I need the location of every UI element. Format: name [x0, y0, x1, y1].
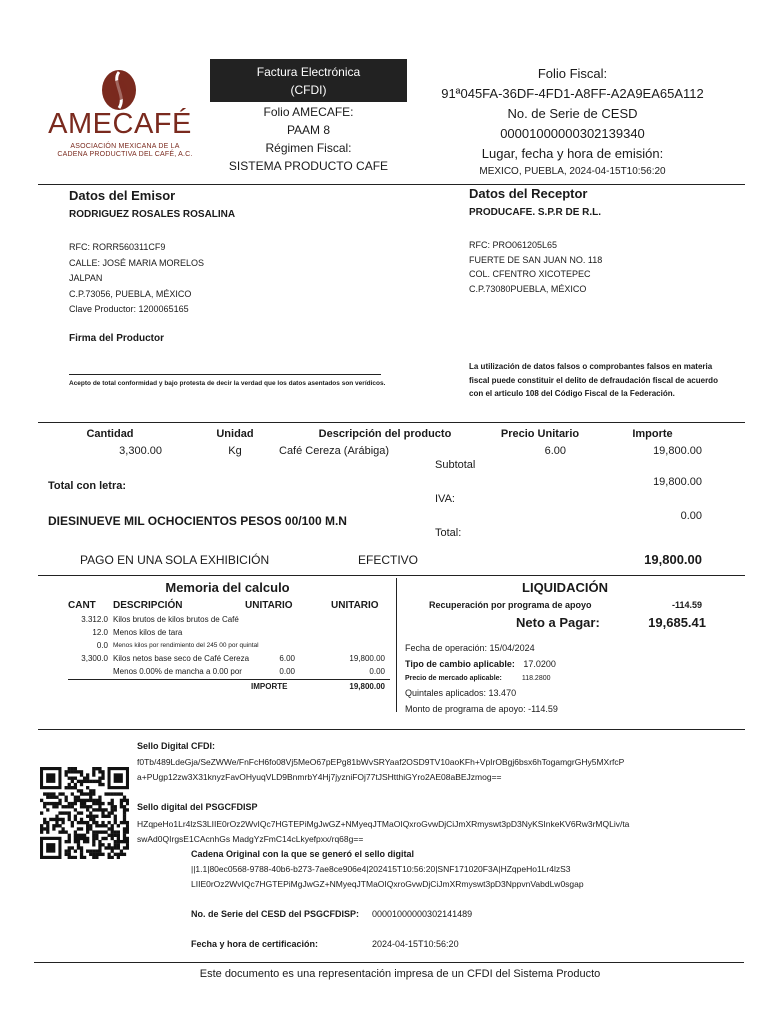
memoria-header-cant: CANT	[68, 600, 96, 611]
monto-programa: Monto de programa de apoyo: -114.59	[405, 704, 558, 714]
pago-text: PAGO EN UNA SOLA EXHIBICIÓN	[80, 553, 270, 567]
sello-cfdi-label: Sello Digital CFDI:	[137, 741, 216, 751]
memoria-cant: 3.312.0	[81, 615, 108, 624]
receptor-direccion: FUERTE DE SAN JUAN NO. 118	[469, 254, 603, 265]
emisor-rfc: RFC: RORR560311CF9	[69, 242, 166, 252]
concepto-cantidad: 3,300.00	[119, 445, 162, 457]
memoria-desc: Kilos netos base seco de Café Cereza	[113, 654, 250, 663]
folio-fiscal-label: Folio Fiscal:	[537, 66, 608, 81]
memoria-desc: Menos kilos por rendimiento del 245 00 por quintal	[113, 642, 259, 649]
col-header-precio: Precio Unitario	[500, 428, 580, 440]
receptor-name: PRODUCAFE. S.P.R DE R.L.	[469, 207, 602, 218]
iva-label: IVA:	[435, 493, 455, 505]
sello-psg-line-2: swAd0QIrgsE1CAcnhGs MadgYzFmC14cLkyefpxx/rq68g==	[137, 834, 364, 844]
folio-fiscal-block	[420, 64, 725, 180]
tipo-cambio-row	[405, 659, 556, 669]
total-letra-label: Total con letra:	[48, 480, 127, 492]
memoria-cant: 12.0	[92, 628, 108, 637]
acepto-text: Acepto de total conformidad y bajo protesta de decir la verdad que los datos asentados son verídicos.	[69, 380, 386, 387]
sello-cfdi-line-1: f0Tb/489LdeGja/SeZWWe/FnFcH6fo08Vj5MeO67pEPg81bWvSRYaaf2OSD9TV10aoKFh+VpIrOBgj6bsx6hTogamgrGHy5MXrfcP	[137, 757, 625, 767]
total-label: Total:	[435, 527, 462, 539]
memoria-total: 0.00	[369, 667, 385, 676]
regimen-value: SISTEMA PRODUCTO CAFE	[228, 159, 389, 173]
col-header-cantidad: Cantidad	[86, 428, 134, 440]
memoria-row	[68, 628, 390, 641]
coffee-bean-logo-icon	[98, 68, 140, 112]
divider-vertical-memoria	[396, 578, 397, 712]
total-value: 19,800.00	[644, 552, 702, 567]
tipo-cambio-label: Tipo de cambio aplicable:	[405, 659, 515, 669]
quintales-aplicados: Quintales aplicados: 13.470	[405, 688, 517, 698]
divider-footer	[34, 962, 744, 963]
sello-cfdi-value	[137, 755, 737, 785]
serie-psg-value: 00001000000302141489	[372, 909, 473, 919]
logo-tagline	[52, 143, 198, 159]
memoria-header-unitario-2: UNITARIO	[331, 600, 379, 611]
concepto-precio: 6.00	[544, 445, 566, 457]
logo-wordmark: AMECAFÉ	[48, 108, 192, 140]
concepto-importe: 19,800.00	[653, 445, 702, 457]
memoria-row	[68, 641, 390, 654]
emisor-title: Datos del Emisor	[69, 188, 176, 203]
cadena-line-2: LIIE0rOz2WvIQc7HGTEPiMgJwGZ+NMyeqJTMaOIQxroGvwDjCiJmXRmyswt3pD3NppvnVabdLw0sgap	[191, 879, 584, 889]
folio-amecafe-value: PAAM 8	[286, 123, 331, 137]
concepto-unidad: Kg	[228, 445, 242, 457]
lugar-label: Lugar, fecha y hora de emisión:	[481, 146, 664, 161]
memoria-importe-label: IMPORTE	[251, 682, 288, 691]
memoria-unit: 0.00	[279, 667, 295, 676]
neto-value: 19,685.41	[648, 615, 706, 630]
col-header-unidad: Unidad	[216, 428, 254, 440]
neto-label: Neto a Pagar:	[516, 615, 600, 630]
logo-tagline-line-1: ASOCIACIÓN MEXICANA DE LA	[70, 143, 180, 150]
emisor-cp: C.P.73056, PUEBLA, MÉXICO	[69, 288, 192, 299]
tipo-cambio-value: 17.0200	[523, 659, 556, 669]
regimen-label: Régimen Fiscal:	[265, 141, 352, 155]
concepto-descripcion: Café Cereza (Arábiga)	[279, 445, 390, 457]
emisor-calle: CALLE: JOSÉ MARIA MORELOS	[69, 257, 205, 268]
folio-fiscal-value: 91ª045FA-36DF-4FD1-A8FF-A2A9EA65A112	[441, 86, 704, 101]
memoria-row	[68, 615, 390, 628]
receptor-title: Datos del Receptor	[469, 186, 588, 201]
sello-cfdi-line-2: a+PUgp12zw3X31knyzFavOHyuqVLD9BnmrbY4Hj7jyzniFOj77tJSHtthiGYro2AE08aBEJzmog==	[137, 772, 502, 782]
serie-cesd-label: No. de Serie de CESD	[507, 106, 638, 121]
memoria-header-unitario: UNITARIO	[245, 600, 293, 611]
liquidacion-title: LIQUIDACIÓN	[522, 580, 608, 595]
folio-amecafe-block	[210, 103, 407, 175]
sello-psg-label: Sello digital del PSGCFDISP	[137, 802, 258, 812]
fecha-cert-label: Fecha y hora de certificación:	[191, 939, 319, 949]
memoria-title: Memoria del calculo	[165, 580, 290, 595]
qr-code	[40, 767, 129, 859]
divider-conceptos	[38, 575, 745, 576]
col-header-descripcion: Descripción del producto	[318, 428, 452, 440]
sello-psg-line-1: HZqpeHo1Lr4lzS3LIIE0rOz2WvIQc7HGTEPiMgJwGZ+NMyeqJTMaOIQxroGvwDjCiJmXRmyswt3pD3NyKSInkeKV6Rw3rMQLiv/ta	[137, 819, 630, 829]
serie-psg-label: No. de Serie del CESD del PSGCFDISP:	[191, 909, 360, 919]
subtotal-value: 19,800.00	[653, 476, 702, 488]
receptor-colonia: COL. CFENTRO XICOTEPEC	[469, 269, 591, 279]
divider-header	[38, 184, 745, 185]
divider-liquidacion	[38, 729, 745, 730]
recuperacion-value: -114.59	[671, 600, 702, 610]
firma-label: Firma del Productor	[69, 333, 165, 344]
folio-amecafe-label: Folio AMECAFE:	[263, 105, 354, 119]
cadena-value	[191, 862, 731, 892]
qr-code-icon	[40, 767, 129, 859]
recuperacion-label: Recuperación por programa de apoyo	[429, 600, 592, 610]
aviso-text: La utilización de datos falsos o comprobantes falsos en materia fiscal puede constituir el delito de defraudación fiscal de acuerdo con el articulo 108 del Código Fiscal de la Federación.	[469, 362, 718, 398]
memoria-total-line	[68, 679, 390, 680]
lugar-value: MEXICO, PUEBLA, 2024-04-15T10:56:20	[479, 166, 666, 177]
emisor-clave: Clave Productor: 1200065165	[69, 304, 189, 314]
precio-mercado-value: 118.2800	[521, 675, 551, 682]
memoria-cant: 0.0	[96, 641, 108, 650]
subtotal-label: Subtotal	[435, 459, 476, 471]
memoria-header-descripcion: DESCRIPCIÓN	[113, 600, 183, 611]
fecha-operacion: Fecha de operación: 15/04/2024	[405, 643, 535, 653]
fecha-cert-value: 2024-04-15T10:56:20	[372, 939, 459, 949]
memoria-importe-value: 19,800.00	[349, 682, 385, 691]
total-letra-value: DIESINUEVE MIL OCHOCIENTOS PESOS 00/100 M.N	[48, 514, 347, 528]
receptor-rfc: RFC: PRO061205L65	[469, 240, 558, 250]
sello-psg-value	[137, 817, 737, 847]
serie-cesd-value: 00001000000302139340	[500, 126, 645, 141]
logo-tagline-line-2: CADENA PRODUCTIVA DEL CAFÉ, A.C.	[57, 151, 193, 158]
receptor-cp: C.P.73080PUEBLA, MÉXICO	[469, 283, 587, 294]
cfdi-title-box	[210, 59, 407, 102]
footer-text: Este documento es una representación impresa de un CFDI del Sistema Producto	[199, 968, 601, 980]
col-header-importe: Importe	[632, 428, 673, 440]
divider-emisor-receptor	[38, 422, 745, 423]
iva-value: 0.00	[680, 510, 702, 522]
precio-mercado-label: Precio de mercado aplicable:	[405, 675, 502, 682]
metodo-pago: EFECTIVO	[358, 553, 419, 567]
emisor-localidad: JALPAN	[69, 273, 103, 283]
memoria-row	[68, 654, 390, 667]
cfdi-title-line-2: (CFDI)	[290, 83, 327, 97]
firma-line	[69, 374, 381, 375]
cadena-label: Cadena Original con la que se generó el sello digital	[191, 849, 415, 859]
memoria-total: 19,800.00	[349, 654, 385, 663]
memoria-desc: Menos 0.00% de mancha a 0.00 por	[113, 667, 242, 676]
emisor-details	[69, 240, 204, 318]
memoria-desc: Menos kilos de tara	[113, 628, 183, 637]
memoria-unit: 6.00	[279, 654, 295, 663]
memoria-cant: 3,300.0	[81, 654, 108, 663]
cadena-line-1: ||1.1|80ec0568-9788-40b6-b273-7ae8ce906e4|202415T10:56:20|SNF171020F3A|HZqpeHo1Lr4lzS3	[191, 864, 571, 874]
receptor-details	[469, 238, 602, 296]
cfdi-title-line-1: Factura Electrónica	[256, 65, 361, 79]
precio-mercado-row	[405, 675, 551, 682]
emisor-name: RODRIGUEZ ROSALES ROSALINA	[69, 209, 236, 220]
memoria-desc: Kilos brutos de kilos brutos de Café	[113, 615, 239, 624]
